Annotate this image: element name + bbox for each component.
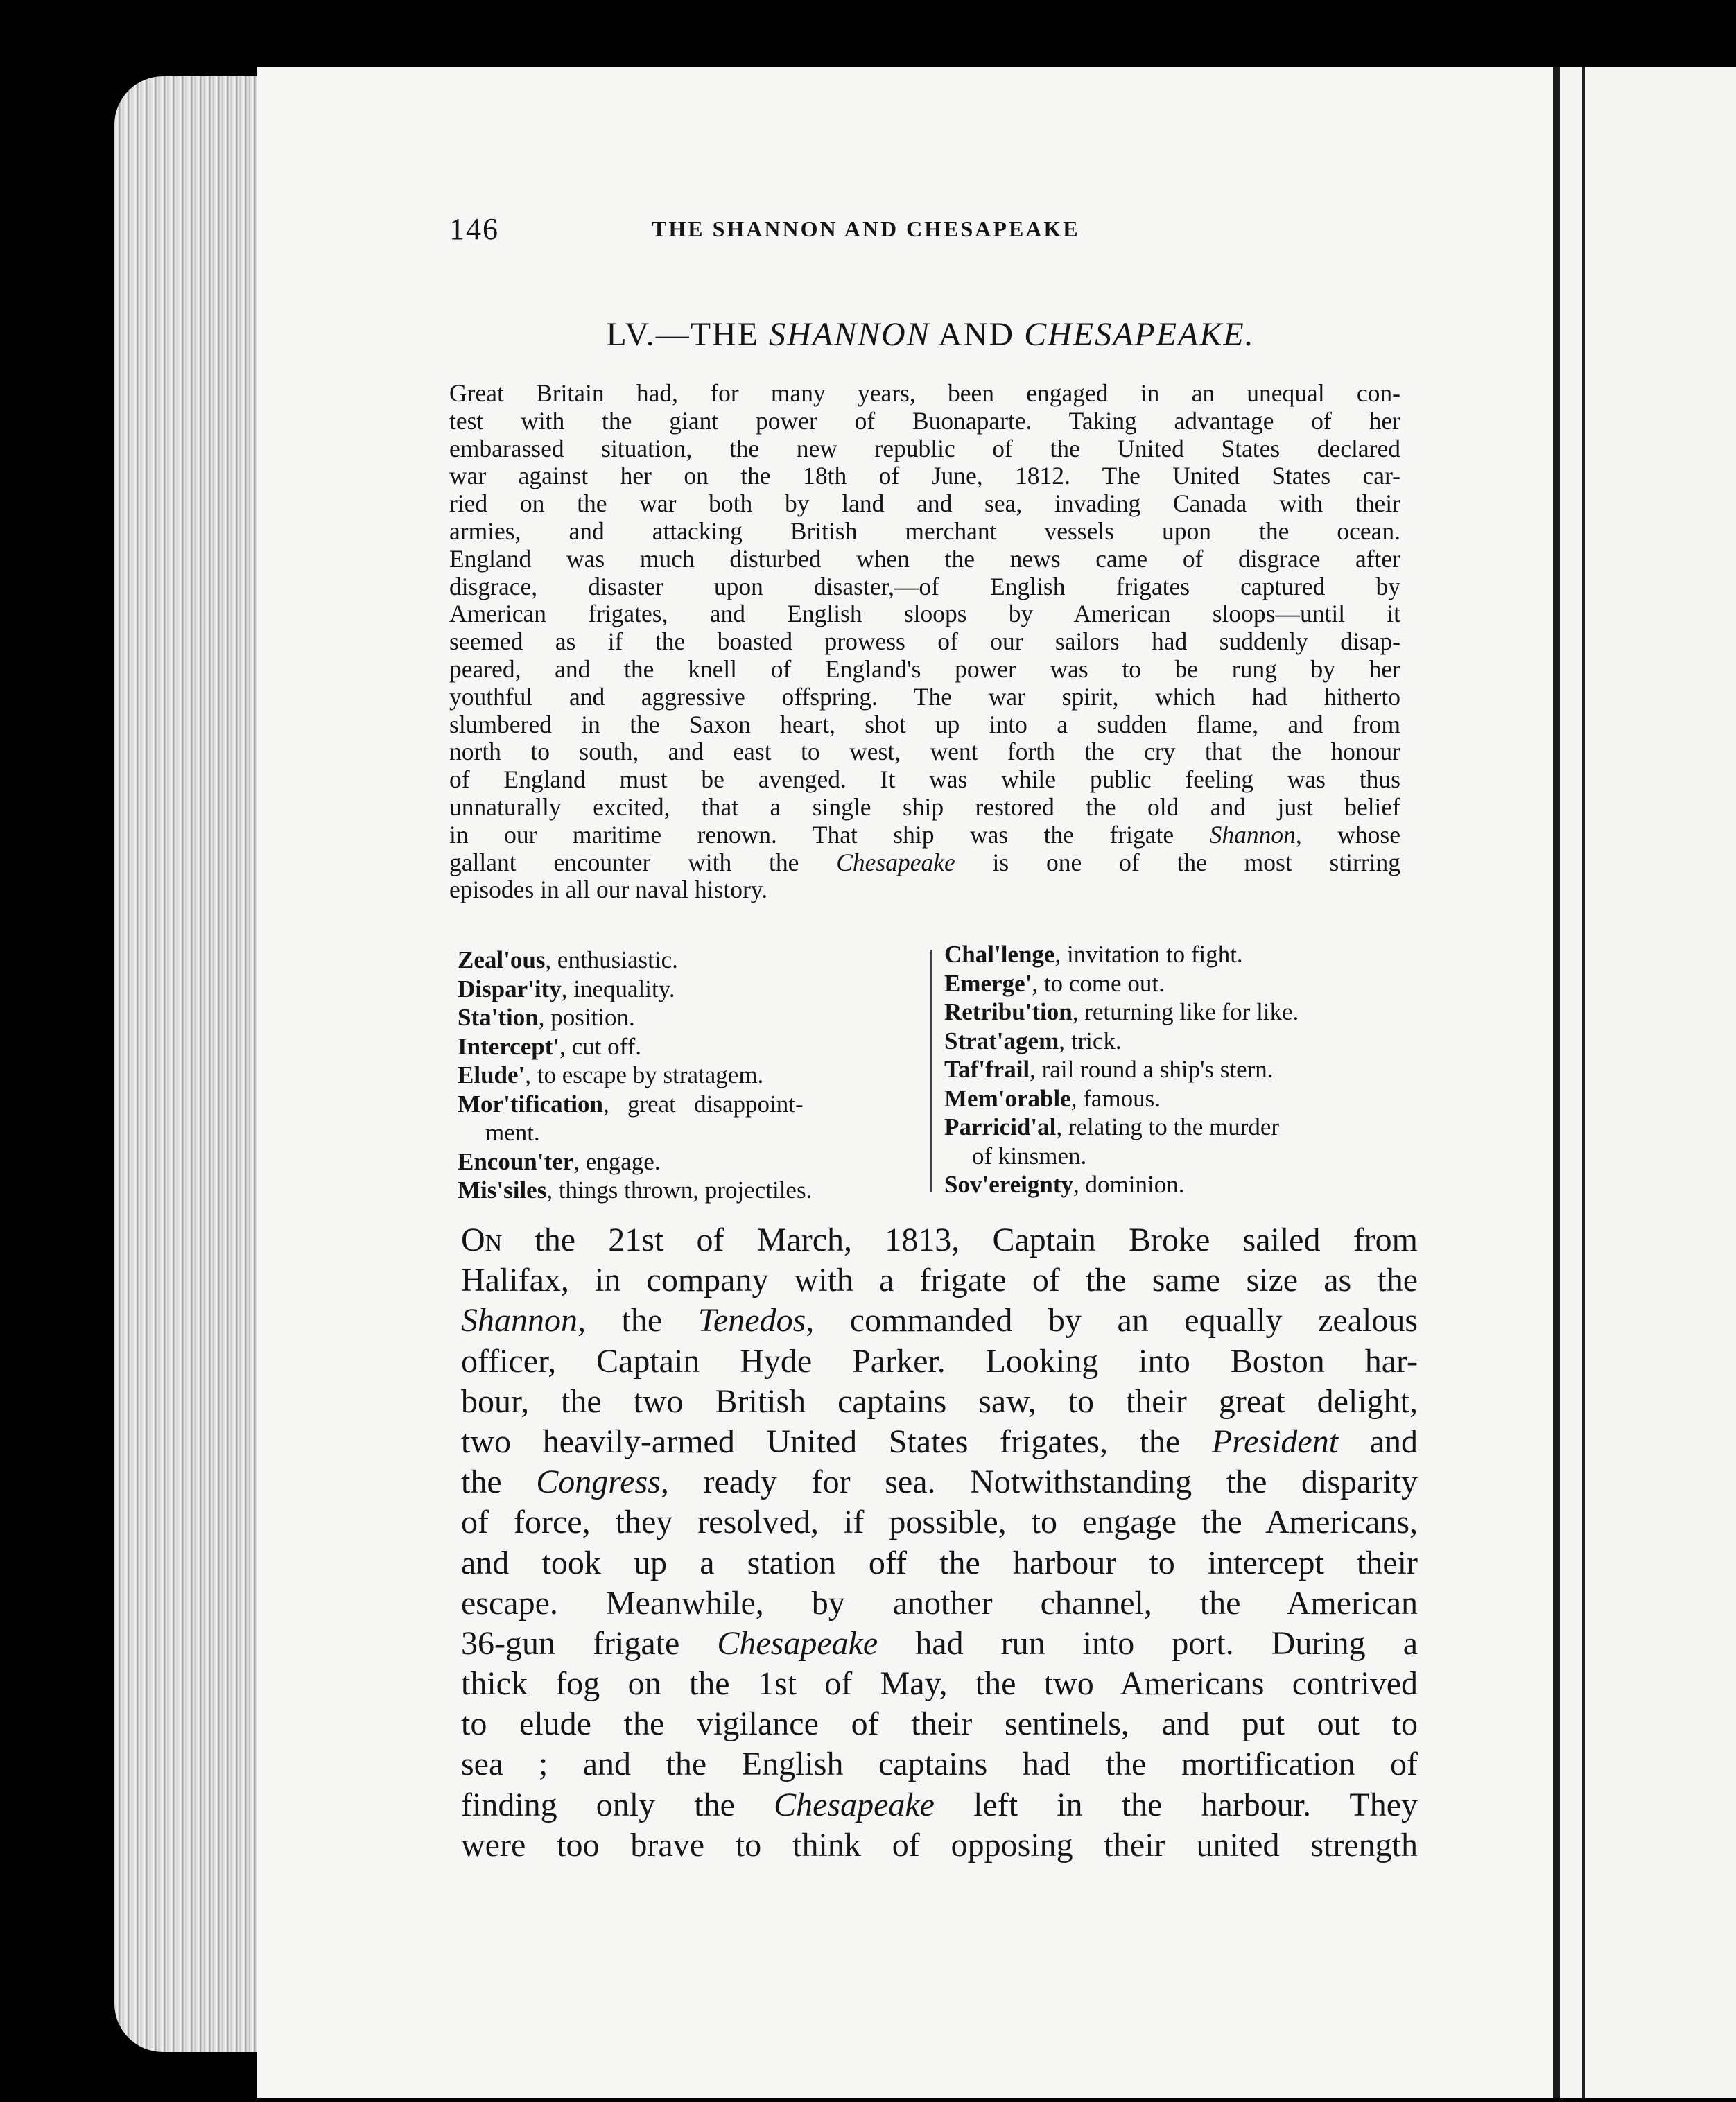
body-line xyxy=(461,1422,1418,1462)
intro-line: disgrace, disaster upon disaster,—of English frigates captured by xyxy=(449,572,1400,600)
vocab-entry xyxy=(458,1090,922,1119)
intro-line: England was much disturbed when the news came of disgrace after xyxy=(449,544,1400,573)
vocab-definition: , to escape by stratagem. xyxy=(525,1061,764,1088)
body-text: finding only the xyxy=(461,1786,774,1823)
body-line: officer, Captain Hyde Parker. Looking into Boston har- xyxy=(461,1342,1418,1380)
vocab-word: Mem'orable xyxy=(944,1084,1071,1112)
intro-line: unnaturally excited, that a single ship restored the old and just belief xyxy=(449,792,1400,821)
body-line: Halifax, in company with a frigate of the same size as the xyxy=(461,1262,1418,1299)
body-line xyxy=(461,1462,1418,1502)
vocab-word: Sov'ereignty xyxy=(944,1171,1074,1198)
title-and: AND xyxy=(930,316,1025,353)
intro-line: slumbered in the Saxon heart, shot up into a sudden flame, and from xyxy=(449,710,1400,738)
vocab-definition: , things thrown, projectiles. xyxy=(546,1176,813,1204)
vocab-definition: , dominion. xyxy=(1073,1171,1185,1198)
vocab-word: Emerge' xyxy=(944,969,1032,997)
body-text: and xyxy=(1338,1423,1418,1460)
vocab-word: Zeal'ous xyxy=(458,946,546,973)
main-text xyxy=(461,1220,1418,1866)
vocab-definition: of kinsmen. xyxy=(972,1142,1087,1170)
vocab-word: Taf'frail xyxy=(944,1056,1030,1083)
ship-name: Shannon xyxy=(461,1302,578,1339)
intro-line: of England must be avenged. It was while public feeling was thus xyxy=(449,765,1400,794)
ship-name: Tenedos xyxy=(697,1302,806,1339)
body-line: to elude the vigilance of their sentinels, and put out to xyxy=(461,1705,1418,1743)
opening-word: On xyxy=(461,1222,503,1258)
body-line: thick fog on the 1st of May, the two Americans contrived xyxy=(461,1665,1418,1703)
body-text: the xyxy=(461,1463,537,1501)
vocab-entry xyxy=(944,1170,1407,1199)
intro-line: armies, and attacking British merchant vessels upon the ocean. xyxy=(449,516,1400,545)
vocab-entry xyxy=(458,975,922,1004)
intro-line: north to south, and east to west, went forth the cry that the honour xyxy=(449,738,1400,766)
vocab-entry xyxy=(944,998,1407,1027)
intro-text: in our maritime renown. That ship was the frigate xyxy=(449,820,1210,849)
facing-page-edge xyxy=(1582,67,1585,2098)
page-number: 146 xyxy=(449,212,499,246)
vocab-word: Sta'tion xyxy=(458,1004,539,1031)
body-line: escape. Meanwhile, by another channel, the American xyxy=(461,1584,1418,1622)
vocab-entry xyxy=(944,1113,1407,1142)
vocab-entry xyxy=(944,940,1407,969)
vocab-definition: , trick. xyxy=(1059,1027,1122,1054)
body-line: of force, they resolved, if possible, to engage the Americans, xyxy=(461,1504,1418,1541)
body-line: sea ; and the English captains had the mortification of xyxy=(461,1746,1418,1783)
intro-line: peared, and the knell of England's power was to be rung by her xyxy=(449,654,1400,683)
ship-name: Chesapeake xyxy=(717,1624,878,1662)
vocab-definition: , relating to the murder xyxy=(1056,1113,1280,1140)
vocab-definition: , cut off. xyxy=(559,1032,642,1060)
vocab-entry xyxy=(458,1061,922,1090)
vocab-entry xyxy=(458,1032,922,1061)
intro-line: test with the giant power of Buonaparte. Taking advantage of her xyxy=(449,406,1400,435)
body-line: bour, the two British captains saw, to their great delight, xyxy=(461,1382,1418,1420)
lesson-title xyxy=(0,315,1736,354)
intro-line: ried on the war both by land and sea, invading Canada with their xyxy=(449,489,1400,518)
body-line xyxy=(461,1624,1418,1664)
vocab-word: Mis'siles xyxy=(458,1176,547,1204)
intro-line xyxy=(449,849,1400,877)
intro-italic: Shannon xyxy=(1209,820,1296,849)
intro-paragraph xyxy=(449,380,1400,904)
vocab-word: Elude' xyxy=(458,1061,526,1088)
vocab-definition: , position. xyxy=(538,1004,635,1031)
vocab-entry xyxy=(944,1084,1407,1113)
vocab-definition: , inequality. xyxy=(561,975,675,1002)
body-text: , the xyxy=(578,1302,698,1339)
book-gutter xyxy=(1553,67,1560,2098)
body-line xyxy=(461,1220,1418,1260)
vocab-definition: , famous. xyxy=(1070,1084,1161,1112)
title-shannon: SHANNON xyxy=(769,316,930,353)
body-text: , commanded by an equally zealous xyxy=(806,1302,1418,1339)
lesson-number: LV.—THE xyxy=(606,316,770,353)
vocabulary-right-column xyxy=(944,940,1407,1199)
vocab-entry xyxy=(944,1027,1407,1056)
vocab-word: Intercept' xyxy=(458,1032,560,1060)
vocab-entry xyxy=(458,1176,922,1205)
body-text: left in the harbour. They xyxy=(934,1786,1418,1823)
vocab-entry xyxy=(944,969,1407,998)
intro-line: youthful and aggressive offspring. The war spirit, which had hitherto xyxy=(449,682,1400,711)
intro-text: , whose xyxy=(1295,820,1400,849)
body-line xyxy=(461,1785,1418,1825)
title-chesapeake: CHESAPEAKE. xyxy=(1024,316,1255,353)
vocab-entry xyxy=(458,946,922,975)
vocab-definition: , invitation to fight. xyxy=(1054,941,1243,968)
body-text: two heavily-armed United States frigates, the xyxy=(461,1423,1212,1460)
intro-line: embarassed situation, the new republic of the United States declared xyxy=(449,434,1400,462)
vocab-word: Encoun'ter xyxy=(458,1147,574,1175)
body-line: were too brave to think of opposing their united strength xyxy=(461,1826,1418,1864)
vocab-entry xyxy=(458,1003,922,1032)
ship-name: President xyxy=(1211,1423,1339,1460)
ship-name: Congress xyxy=(536,1463,661,1501)
vocab-definition: ment. xyxy=(485,1119,540,1146)
vocab-word: Dispar'ity xyxy=(458,975,562,1002)
vocab-entry xyxy=(944,1055,1407,1084)
intro-line: American frigates, and English sloops by American sloops—until it xyxy=(449,600,1400,628)
vocab-definition: , engage. xyxy=(573,1147,661,1175)
intro-text: gallant encounter with the xyxy=(449,848,837,876)
vocab-word: Mor'tification xyxy=(458,1090,603,1118)
intro-text: is one of the most stirring xyxy=(955,848,1401,876)
vocab-entry-continued xyxy=(944,1142,1407,1171)
body-line: and took up a station off the harbour to intercept their xyxy=(461,1544,1418,1581)
running-header: THE SHANNON AND CHESAPEAKE xyxy=(652,216,1080,241)
vocab-word: Parricid'al xyxy=(944,1113,1057,1140)
vocab-entry xyxy=(458,1147,922,1176)
intro-line xyxy=(449,822,1400,849)
body-text: 36-gun frigate xyxy=(461,1624,718,1662)
body-text: , ready for sea. Notwithstanding the disparity xyxy=(660,1463,1418,1501)
body-text: the 21st of March, 1813, Captain Broke sailed from xyxy=(502,1222,1418,1258)
vocab-definition: , to come out. xyxy=(1032,969,1165,997)
vocab-word: Chal'lenge xyxy=(944,941,1055,968)
intro-italic: Chesapeake xyxy=(836,848,955,876)
vocab-definition: , rail round a ship's stern. xyxy=(1030,1056,1274,1083)
intro-line: seemed as if the boasted prowess of our sailors had suddenly disap- xyxy=(449,627,1400,656)
intro-line: episodes in all our naval history. xyxy=(449,876,768,904)
book-page-edges xyxy=(114,76,281,2052)
intro-line: war against her on the 18th of June, 1812. The United States car- xyxy=(449,462,1400,490)
vocab-word: Retribu'tion xyxy=(944,998,1073,1025)
vocabulary-left-column xyxy=(458,946,922,1205)
ship-name: Chesapeake xyxy=(774,1786,935,1823)
facing-page xyxy=(1560,67,1736,2098)
body-text: had run into port. During a xyxy=(878,1624,1418,1662)
intro-line: Great Britain had, for many years, been engaged in an unequal con- xyxy=(449,379,1400,407)
vocab-definition: , great disappoint- xyxy=(602,1090,804,1118)
vocab-word: Strat'agem xyxy=(944,1027,1059,1054)
body-line xyxy=(461,1301,1418,1341)
vocab-entry-continued xyxy=(458,1118,922,1147)
vocab-column-divider xyxy=(930,950,932,1192)
vocab-definition: , returning like for like. xyxy=(1072,998,1299,1025)
vocab-definition: , enthusiastic. xyxy=(545,946,678,973)
